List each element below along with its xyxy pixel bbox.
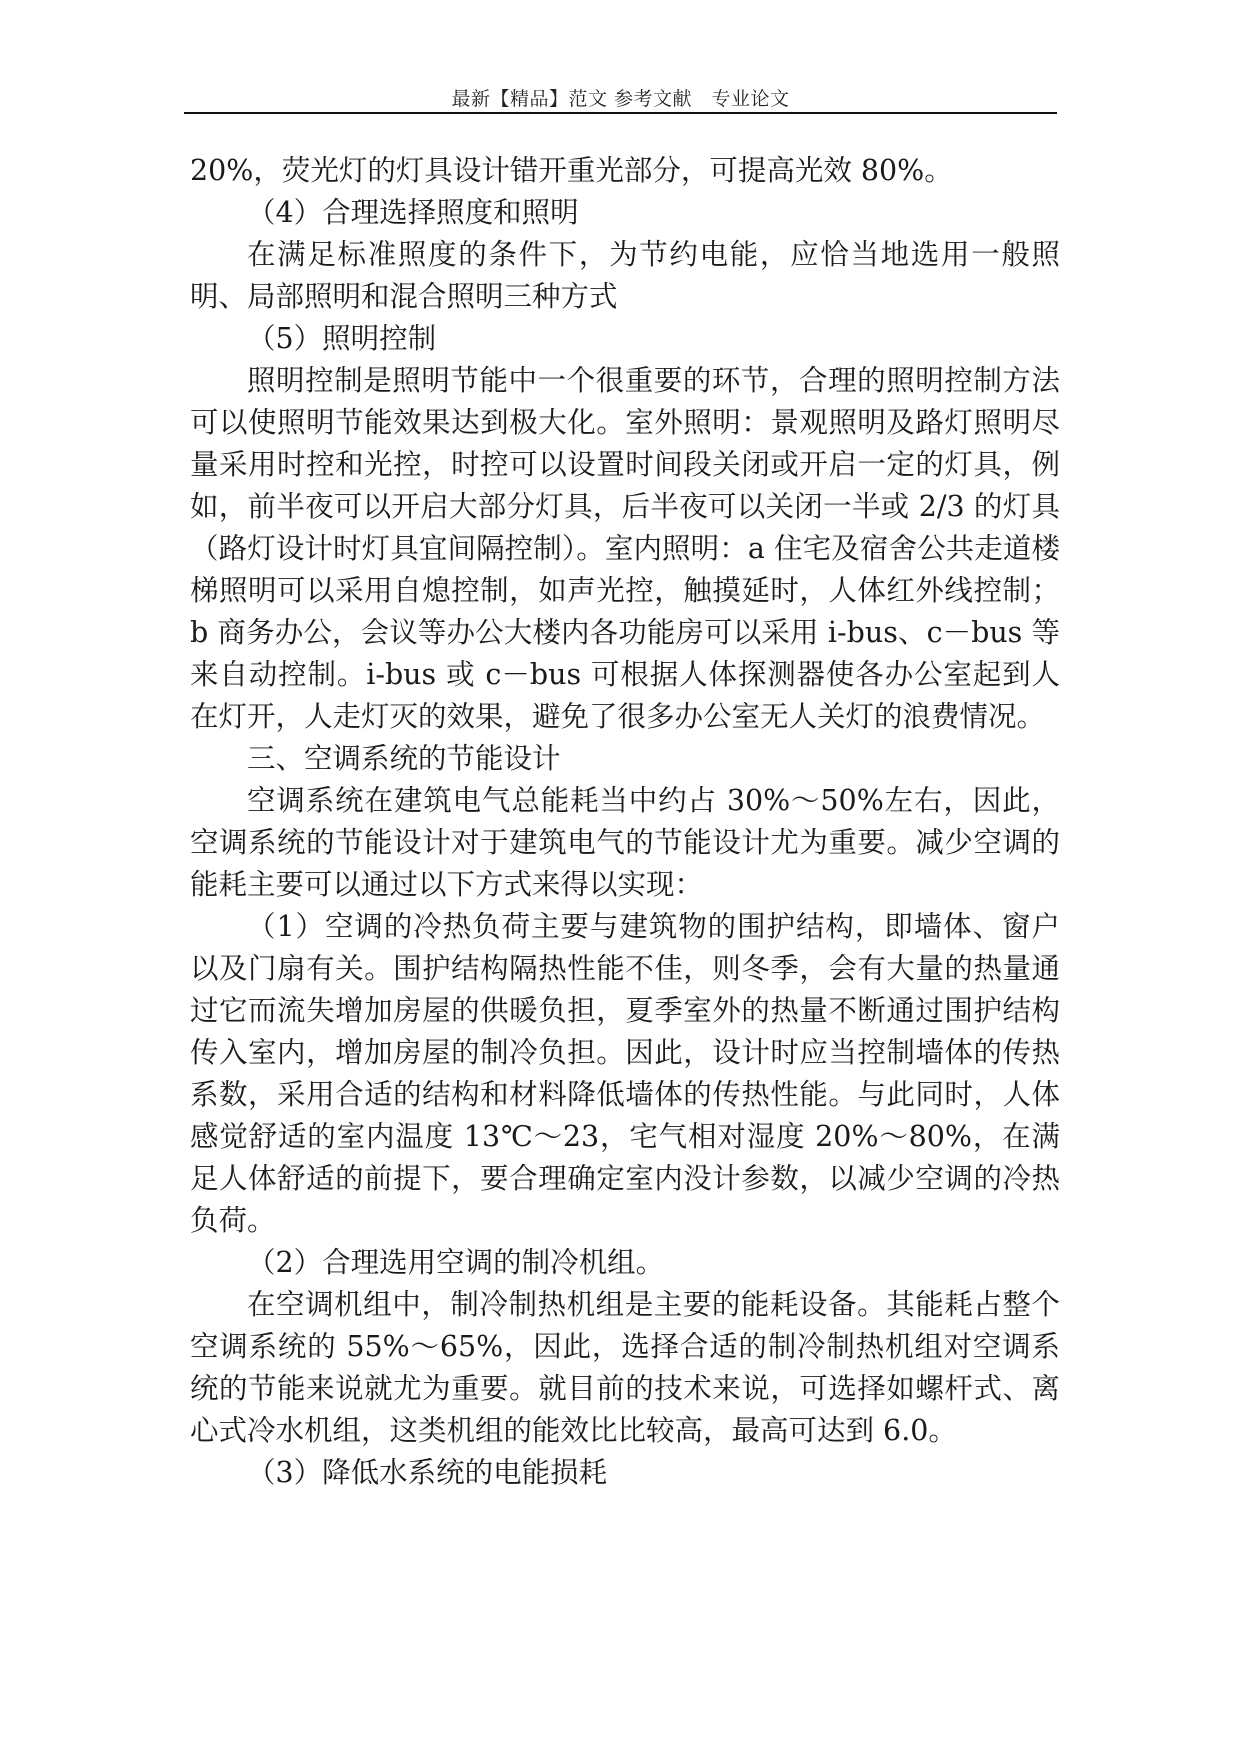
section-heading: （4）合理选择照度和照明 [247, 196, 579, 229]
section-heading: （5）照明控制 [247, 322, 437, 355]
section-heading: （3）降低水系统的电能损耗 [247, 1456, 608, 1489]
document-body [190, 150, 1060, 1494]
paragraph: 在满足标准照度的条件下，为节约电能，应恰当地选用一般照明、局部照明和混合照明三种方式 [190, 238, 1060, 313]
header-divider [184, 112, 1057, 114]
paragraph: 在空调机组中，制冷制热机组是主要的能耗设备。其能耗占整个空调系统的 55%～65%，因此，选择合适的制冷制热机组对空调系统的节能来说就尤为重要。就目前的技术来说，可选择如螺杆式、离心式冷水机组，这类机组的能效比比较高，最高可达到 6.0。 [190, 1288, 1060, 1447]
page-header: 最新【精品】范文 参考文献 专业论文 [451, 88, 790, 110]
paragraph: 空调系统在建筑电气总能耗当中约占 30%～50%左右，因此，空调系统的节能设计对于建筑电气的节能设计尤为重要。减少空调的能耗主要可以通过以下方式来得以实现： [190, 784, 1060, 901]
section-heading: 三、空调系统的节能设计 [247, 742, 561, 775]
section-heading: （2）合理选用空调的制冷机组。 [247, 1246, 665, 1279]
paragraph: （1）空调的冷热负荷主要与建筑物的围护结构，即墙体、窗户以及门扇有关。围护结构隔热性能不佳，则冬季，会有大量的热量通过它而流失增加房屋的供暖负担，夏季室外的热量不断通过围护结构传入室内，增加房屋的制冷负担。因此，设计时应当控制墙体的传热系数，采用合适的结构和材料降低墙体的传热性能。与此同时，人体感觉舒适的室内温度 13℃～23，宅气相对湿度 20%～80%，在满足人体舒适的前提下，要合理确定室内没计参数，以减少空调的冷热负荷。 [190, 910, 1060, 1237]
paragraph: 照明控制是照明节能中一个很重要的环节，合理的照明控制方法可以使照明节能效果达到极大化。室外照明：景观照明及路灯照明尽量采用时控和光控，时控可以设置时间段关闭或开启一定的灯具，例如，前半夜可以开启大部分灯具，后半夜可以关闭一半或 2/3 的灯具（路灯设计时灯具宜间隔控制）。室内照明：a 住宅及宿舍公共走道楼梯照明可以采用自熄控制，如声光控，触摸延时，人体红外线控制；b 商务办公，会议等办公大楼内各功能房可以采用 i-bus、c－bus 等来自动控制。i-bus 或 c－bus 可根据人体探测器使各办公室起到人在灯开，人走灯灭的效果，避免了很多办公室无人关灯的浪费情况。 [190, 364, 1060, 733]
paragraph: 20%，荧光灯的灯具设计错开重光部分，可提高光效 80%。 [190, 154, 953, 187]
